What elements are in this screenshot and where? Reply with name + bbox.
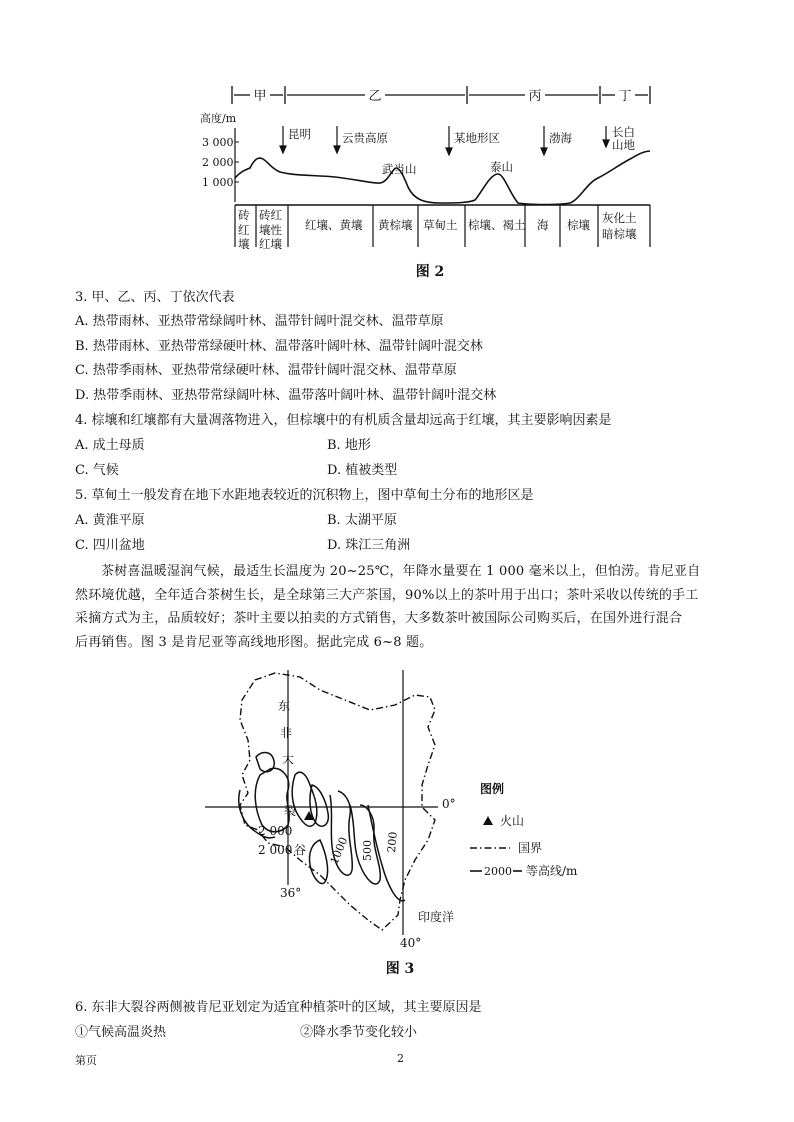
place-yungui: 云贵高原 (342, 131, 388, 145)
footer-page-number: 2 (397, 1052, 404, 1065)
rift-char-da: 大 (282, 752, 295, 766)
rift-char-dong: 东 (278, 699, 291, 713)
region-yi: 乙 (368, 89, 382, 104)
figure-3-kenya-map (200, 665, 620, 985)
q3-option-d: D. 热带季雨林、亚热带常绿阔叶林、温带落叶阔叶林、温带针阔叶混交林 (75, 388, 497, 403)
place-landform: 某地形区 (454, 131, 500, 145)
soil-anzong: 暗棕壤 (602, 227, 637, 241)
rift-char-gu: 谷 (294, 843, 307, 857)
soil-sea: 海 (537, 218, 549, 232)
q5-option-b: B. 太湖平原 (327, 513, 397, 528)
contour-label-1000: 1000 (327, 835, 351, 867)
terrain-profile-line (235, 151, 650, 205)
footer-left: 第页 (75, 1054, 97, 1067)
figure-2-profile (200, 82, 670, 282)
y-axis-label: 高度/m (200, 112, 237, 125)
q4-option-a: A. 成土母质 (75, 438, 145, 453)
soil-hong: 红 (238, 223, 250, 237)
region-ding: 丁 (618, 89, 632, 104)
legend-volcano-label: 火山 (500, 814, 525, 828)
lon40-label: 40° (400, 936, 422, 950)
equator-label: 0° (442, 797, 456, 811)
soil-hong-huang: 红壤、黄壤 (305, 218, 363, 232)
soil-zhuan: 砖 (238, 208, 250, 222)
soil-rangxing: 壤性 (259, 223, 282, 237)
contour-label-200: 200 (385, 831, 400, 854)
q3-stem: 3. 甲、乙、丙、丁依次代表 (75, 290, 235, 305)
soil-zongrang: 棕壤 (567, 218, 590, 232)
soil-rang: 壤 (238, 237, 250, 251)
legend-border-label: 国界 (518, 841, 543, 855)
soil-huangzong: 黄棕壤 (378, 218, 413, 232)
ocean-label: 印度洋 (418, 910, 455, 924)
passage-line-1: 茶树喜温暖湿润气候，最适生长温度为 20~25℃，年降水量要在 1 000 毫米以上，但怕涝。肯尼亚自 (101, 564, 701, 579)
figure-3-caption: 图 3 (385, 961, 415, 977)
q6-stem: 6. 东非大裂谷两侧被肯尼亚划定为适宜种植茶叶的区域，其主要原因是 (75, 1000, 482, 1015)
q3-option-b: B. 热带雨林、亚热带常绿硬叶林、温带落叶阔叶林、温带针阔叶混交林 (75, 339, 483, 354)
y-tick-2000: 2 000 (202, 156, 234, 169)
q4-stem: 4. 棕壤和红壤都有大量凋落物进入，但棕壤中的有机质含量却远高于红壤，其主要影响因素是 (75, 413, 612, 428)
legend-volcano-icon (483, 816, 493, 825)
passage-line-3: 采摘方式为主，品质较好；茶叶主要以拍卖的方式销售，大多数茶叶被国际公司购买后，在国外进行混合 (75, 611, 683, 626)
q5-stem: 5. 草甸土一般发育在地下水距地表较近的沉积物上，图中草甸土分布的地形区是 (75, 488, 534, 503)
q4-option-b: B. 地形 (327, 438, 371, 453)
soil-zhuanhong: 砖红 (259, 208, 282, 222)
soil-huihua: 灰化土 (602, 211, 637, 225)
region-bing: 丙 (528, 89, 542, 104)
legend-contour-value: 2000 (484, 865, 512, 878)
contour-label-2000b: 2 000 (258, 843, 293, 857)
q5-option-a: A. 黄淮平原 (75, 513, 145, 528)
soil-caodian: 草甸土 (423, 218, 458, 232)
kenya-border (240, 673, 435, 930)
legend-contour-label: 等高线/m (526, 864, 578, 878)
rift-char-fei: 非 (280, 726, 293, 740)
q6-option-2: ②降水季节变化较小 (300, 1025, 418, 1040)
legend-title: 图例 (480, 782, 505, 796)
peak-taishan: 泰山 (490, 160, 513, 174)
place-bohai: 渤海 (549, 131, 572, 145)
place-kunming: 昆明 (288, 127, 311, 141)
rift-char-lie: 裂 (284, 804, 297, 818)
figure-2-caption: 图 2 (415, 264, 445, 280)
peak-wudang: 武当山 (382, 162, 417, 176)
passage-line-4: 后再销售。图 3 是肯尼亚等高线地形图。据此完成 6~8 题。 (75, 634, 433, 650)
q5-option-d: D. 珠江三角洲 (327, 538, 411, 553)
lon36-label: 36° (280, 886, 302, 900)
y-tick-3000: 3 000 (202, 136, 234, 149)
passage-line-2: 然环境优越，全年适合茶树生长，是全球第三大产茶国，90%以上的茶叶用于出口；茶叶采收以传统的手工 (75, 587, 699, 603)
passage (75, 560, 725, 654)
y-tick-1000: 1 000 (202, 176, 234, 189)
q3-option-a: A. 热带雨林、亚热带常绿阔叶林、温带针阔叶混交林、温带草原 (75, 314, 444, 329)
contour-label-500: 500 (361, 840, 374, 861)
place-changbai: 长白 (612, 125, 635, 139)
region-brackets (232, 86, 650, 104)
q6-option-1: ①气候高温炎热 (75, 1025, 167, 1040)
place-shandi: 山地 (612, 138, 635, 152)
soil-hongrang: 红壤 (259, 237, 282, 251)
q4-option-c: C. 气候 (75, 463, 119, 478)
map-legend (470, 781, 578, 878)
q4-option-d: D. 植被类型 (327, 463, 398, 478)
q5-option-c: C. 四川盆地 (75, 538, 145, 553)
region-jia: 甲 (253, 89, 267, 104)
soil-zong-he: 棕壤、褐土 (468, 218, 526, 232)
contour-label-2000a: 2 000 (258, 824, 293, 838)
q3-option-c: C. 热带季雨林、亚热带常绿硬叶林、温带针阔叶混交林、温带草原 (75, 363, 457, 378)
